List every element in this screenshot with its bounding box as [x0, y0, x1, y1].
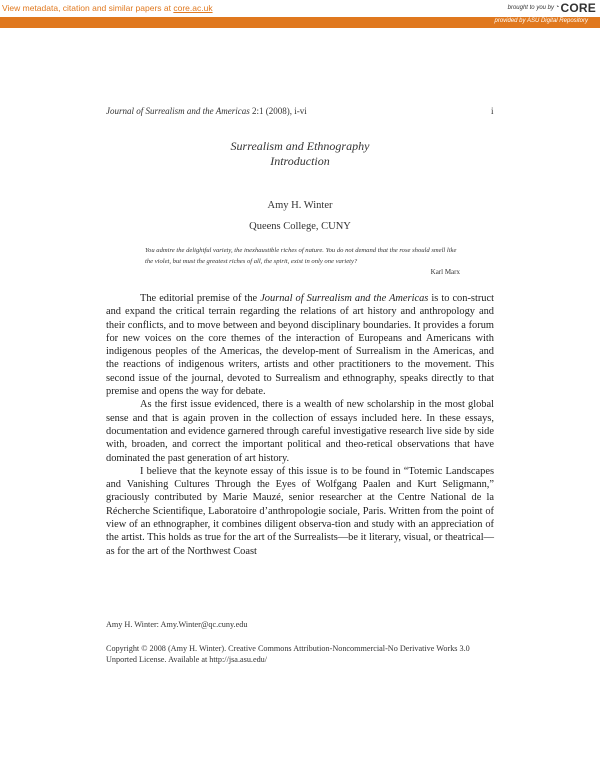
article-body — [106, 292, 494, 558]
provider-text: provided by ASU Digital Repository — [494, 18, 588, 24]
core-link[interactable]: core.ac.uk — [173, 3, 213, 13]
paragraph — [106, 292, 494, 398]
journal-name: Journal of Surrealism and the Americas — [106, 106, 250, 116]
article-subtitle: Introduction — [270, 154, 330, 168]
core-banner — [0, 0, 600, 17]
issue-info: 2:1 (2008), i-vi — [249, 106, 307, 116]
core-logo-text: CORE — [560, 1, 596, 15]
metadata-notice — [2, 3, 213, 13]
author-name: Amy H. Winter — [267, 200, 333, 211]
copyright-notice: Copyright © 2008 (Amy H. Winter). Creative Commons Attribution-Noncommercial-No Derivative Works 3.0 Unported License. Available at http://jsa.asu.edu/ — [106, 644, 470, 664]
article-title: Surrealism and Ethnography — [230, 139, 370, 153]
page-number: i — [491, 106, 494, 116]
epigraph-attribution: Karl Marx — [430, 268, 460, 276]
paragraph-text: The editorial premise of the — [140, 293, 261, 304]
metadata-notice-text: View metadata, citation and similar papers at — [2, 3, 174, 13]
core-logo[interactable] — [555, 1, 596, 15]
journal-title-emphasis: Journal of Surrealism and the Americas — [260, 293, 429, 304]
epigraph-text: You admire the delightful variety, the inexhaustible riches of nature. You do not demand that the rose should smell like the violet, but must the greatest riches of all, the spirit, exist in only one variety? — [145, 247, 457, 265]
author-affiliation: Queens College, CUNY — [249, 221, 351, 232]
running-head — [106, 106, 307, 116]
core-logo-icon: ◔ — [555, 4, 560, 11]
author-contact: Amy H. Winter: Amy.Winter@qc.cuny.edu — [106, 620, 248, 629]
brought-to-you-text: brought to you by — [507, 5, 554, 11]
paragraph: As the first issue evidenced, there is a wealth of new scholarship in the most global sense and that is again proven in the collection of essays included here. In these essays, documentation and evidence garnered through careful investigative research live side by side with, broaden, and correct the important political and theo-retical observations that have dominated the past generation of art history. — [106, 399, 494, 464]
paragraph-text: is to con-struct and expand the critical terrain regarding the relations of art history and anthropology and their conflicts, and to move between and beyond disciplinary boundaries. It provides a forum for new voices on the core themes of the interaction of Europeans and Americans with indigenous peoples of the Americas, the develop-ment of Surrealism in the Americas, and the reactions of indigenous writers, artists and other practitioners to the movement. This second issue of the journal, devoted to Surrealism and ethnography, speaks directly to that premise and opens the way for debate. — [106, 293, 494, 398]
provider-bar — [0, 17, 600, 28]
paragraph: I believe that the keynote essay of this issue is to be found in “Totemic Landscapes and Vanishing Cultures Through the Eyes of Wolfgang Paalen and Kurt Seligmann,” graciously contributed by Marie Mauzé, senior researcher at the Centre National de la Récherche Scientifique, Laboratoire d’anthropologie sociale, Paris. Written from the point of view of an ethnographer, it combines diligent observa-tion and study with an appreciation of the artist. This holds as true for the art of the Surrealists—be it literary, visual, or theatrical—as for the art of the Northwest Coast — [106, 465, 494, 557]
